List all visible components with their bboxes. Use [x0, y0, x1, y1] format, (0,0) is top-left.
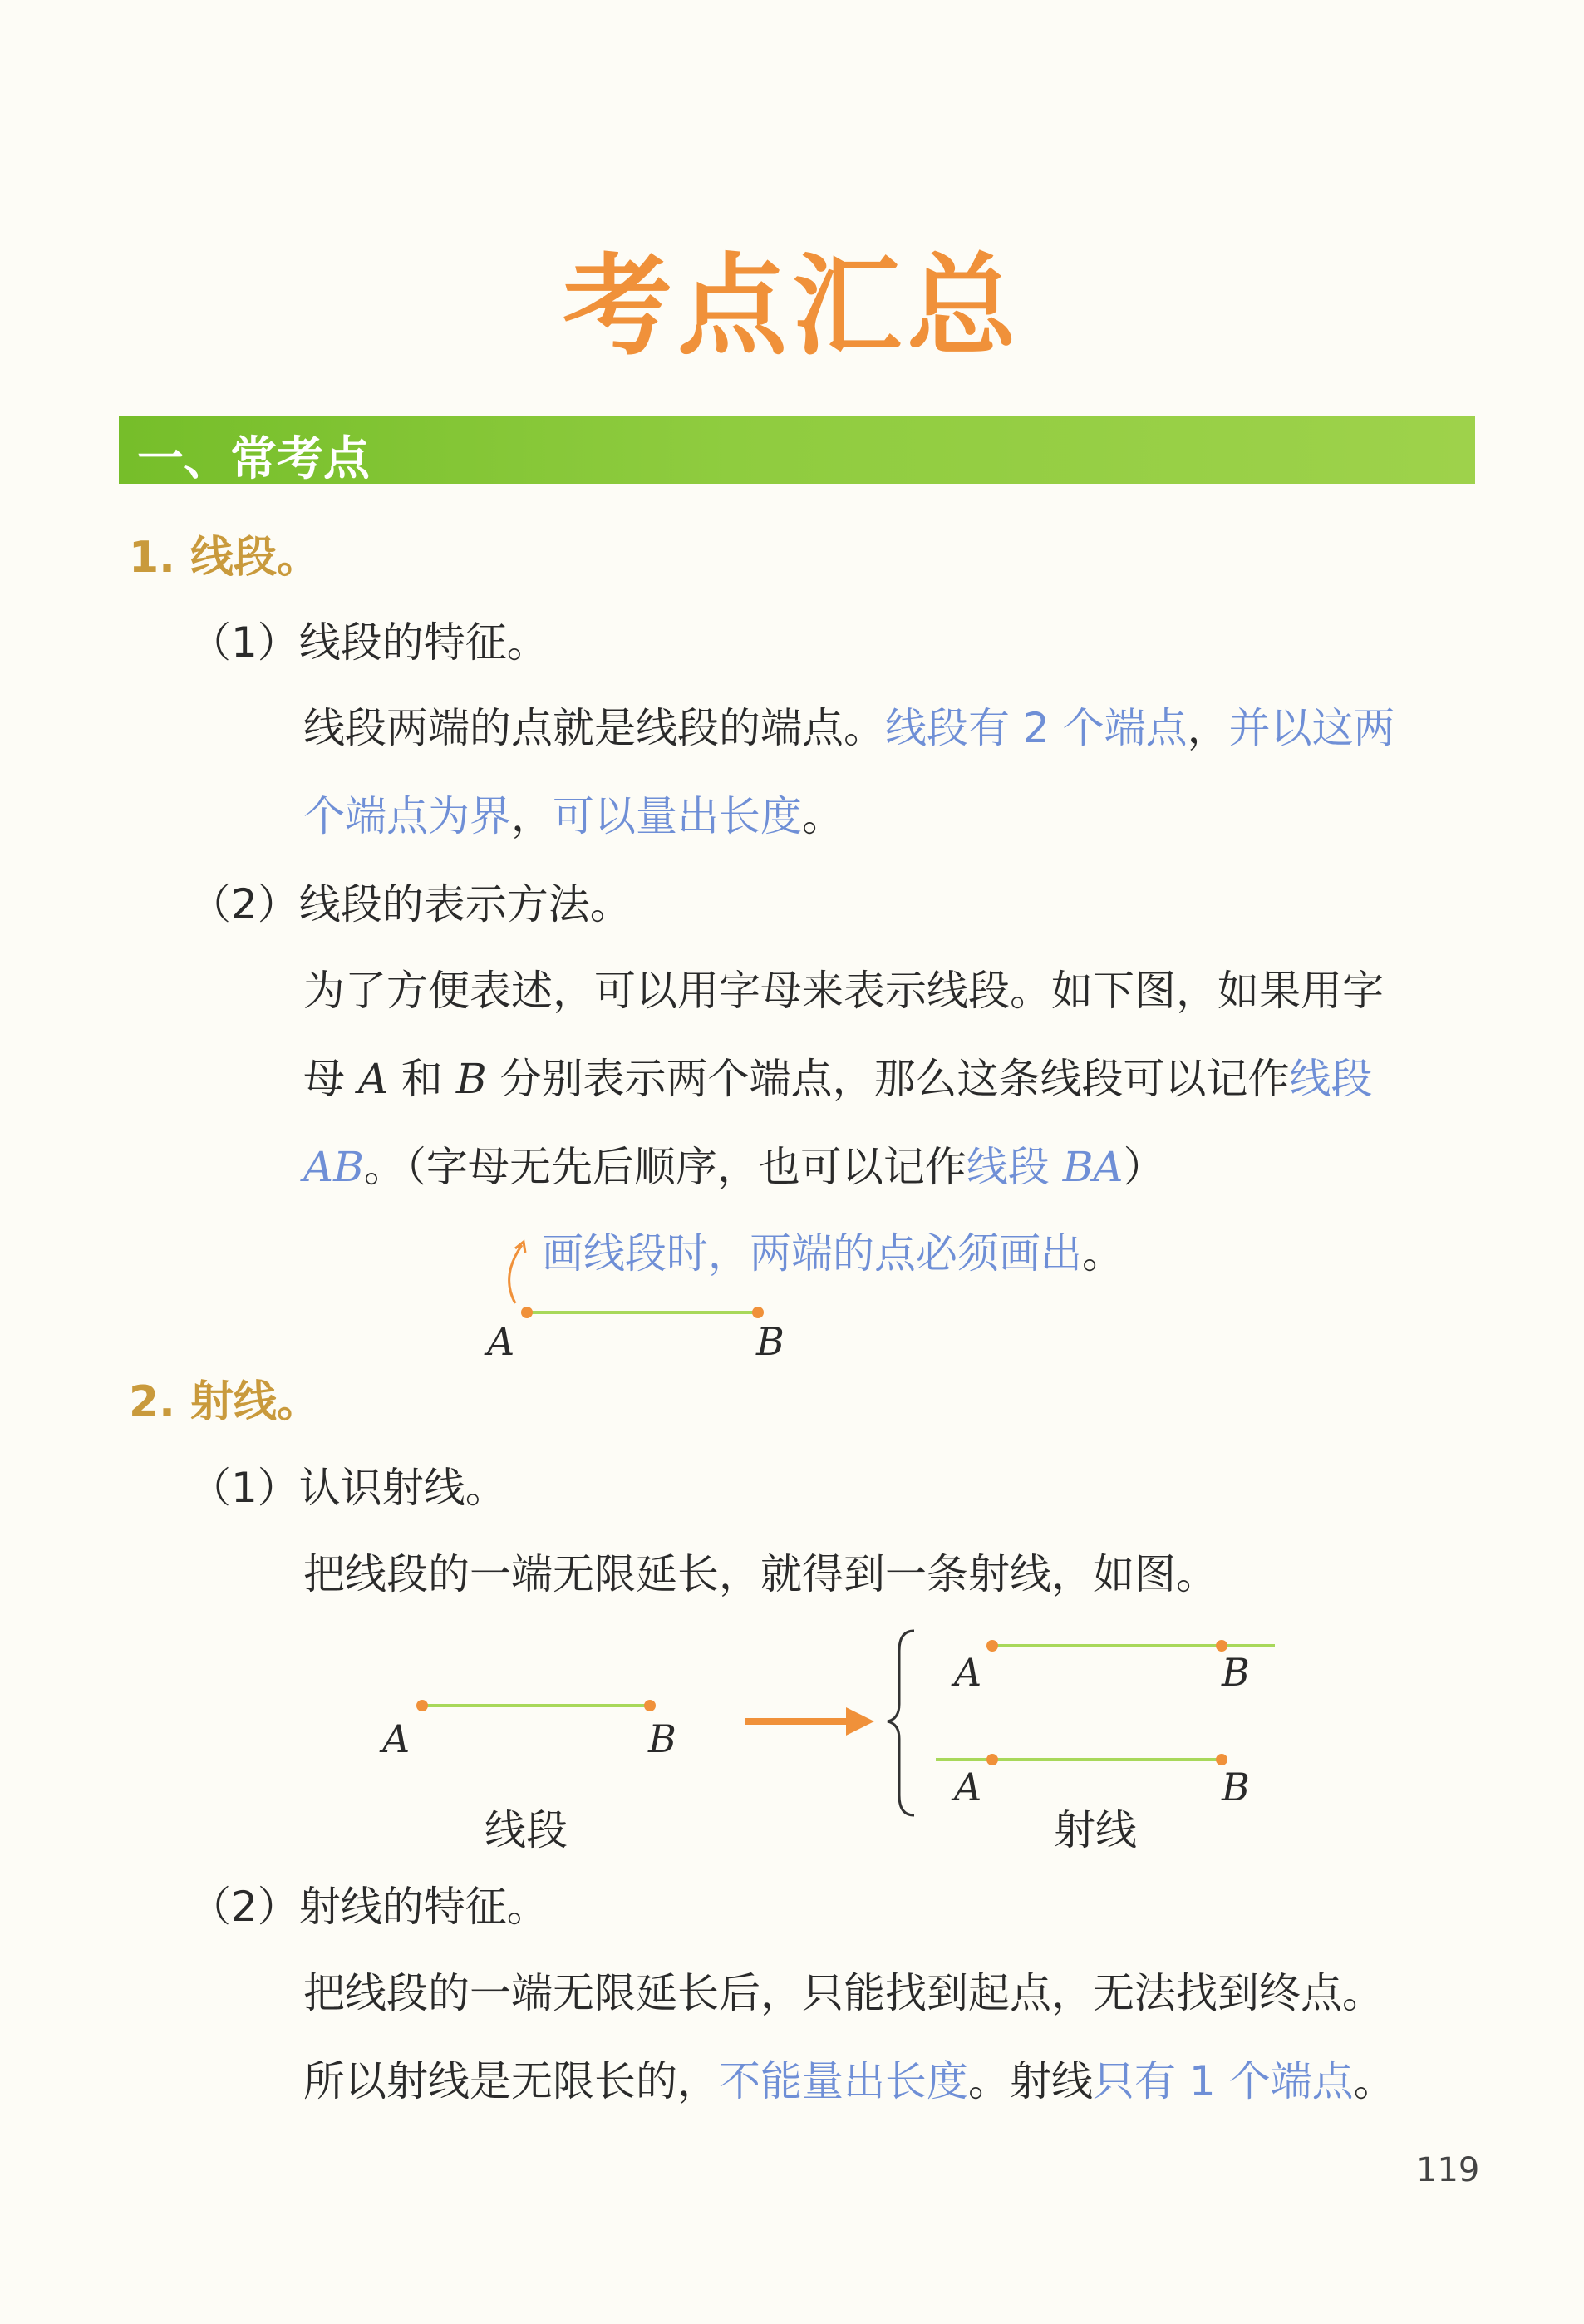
highlight-two-endpoints: 线段有 2 个端点: [885, 704, 1188, 752]
paragraph-ray-features-line1: 把线段的一端无限延长后，只能找到起点，无法找到终点。: [303, 1969, 1384, 2017]
highlight-not-measurable: 不能量出长度: [719, 2057, 968, 2105]
note-pointer-arrow: [509, 1245, 522, 1303]
subheading-segment-features: （1）线段的特征。: [189, 618, 548, 667]
highlight-one-endpoint: 只有 1 个端点: [1093, 2057, 1354, 2105]
label-a: A: [487, 1319, 515, 1363]
paragraph-notation-line2: 母 A 和 B 分别表示两个端点，那么这条线段可以记作线段: [303, 1055, 1373, 1103]
ray2-endpoint-b: [1216, 1754, 1227, 1765]
segment-label-a: A: [382, 1716, 411, 1761]
endpoint-a: [521, 1307, 533, 1318]
ray1-label-b: B: [1222, 1650, 1250, 1695]
page-number: 119: [1416, 2151, 1480, 2189]
subheading-ray-features: （2）射线的特征。: [189, 1883, 548, 1931]
segment-label-b: B: [648, 1716, 676, 1761]
ray1-label-a: A: [954, 1650, 982, 1695]
paragraph-notation-line1: 为了方便表述，可以用字母来表示线段。如下图，如果用字: [303, 967, 1384, 1015]
paragraph-ray-intro: 把线段的一端无限延长，就得到一条射线，如图。: [303, 1550, 1218, 1598]
ray1-endpoint-a: [986, 1640, 998, 1652]
heading-line-segment: 1. 线段。: [129, 533, 321, 583]
caption-ray: 射线: [1054, 1806, 1137, 1854]
caption-segment: 线段: [485, 1806, 568, 1854]
paragraph-ray-features-line2: 所以射线是无限长的，不能量出长度。射线只有 1 个端点。: [303, 2057, 1395, 2105]
heading-ray: 2. 射线。: [129, 1377, 321, 1427]
transform-arrow-head-icon: [846, 1707, 874, 1736]
section-title: 一、常考点: [137, 432, 370, 486]
endpoint-b: [752, 1307, 764, 1318]
page-title: 考点汇总: [563, 243, 1021, 371]
paragraph-segment-features-line2: 个端点为界，可以量出长度。: [303, 792, 844, 840]
ray2-label-a: A: [954, 1765, 982, 1809]
subheading-ray-intro: （1）认识射线。: [189, 1464, 507, 1512]
segment-endpoint-a: [416, 1700, 428, 1711]
brace: [888, 1631, 914, 1815]
section-band: [119, 416, 1475, 484]
paragraph-segment-features-line1: 线段两端的点就是线段的端点。线段有 2 个端点，并以这两: [303, 704, 1395, 752]
subheading-segment-notation: （2）线段的表示方法。: [189, 880, 632, 928]
paragraph-notation-line3: AB。（字母无先后顺序，也可以记作线段 BA）: [303, 1143, 1165, 1191]
ray2-point-a: [986, 1754, 998, 1765]
highlight-measurable: 可以量出长度: [553, 792, 802, 840]
segment-endpoint-b: [644, 1700, 656, 1711]
label-b: B: [756, 1319, 785, 1363]
ray2-label-b: B: [1222, 1765, 1250, 1809]
segment-figure: [465, 1230, 814, 1363]
note-draw-endpoints: 画线段时，两端的点必须画出。: [542, 1229, 1124, 1278]
